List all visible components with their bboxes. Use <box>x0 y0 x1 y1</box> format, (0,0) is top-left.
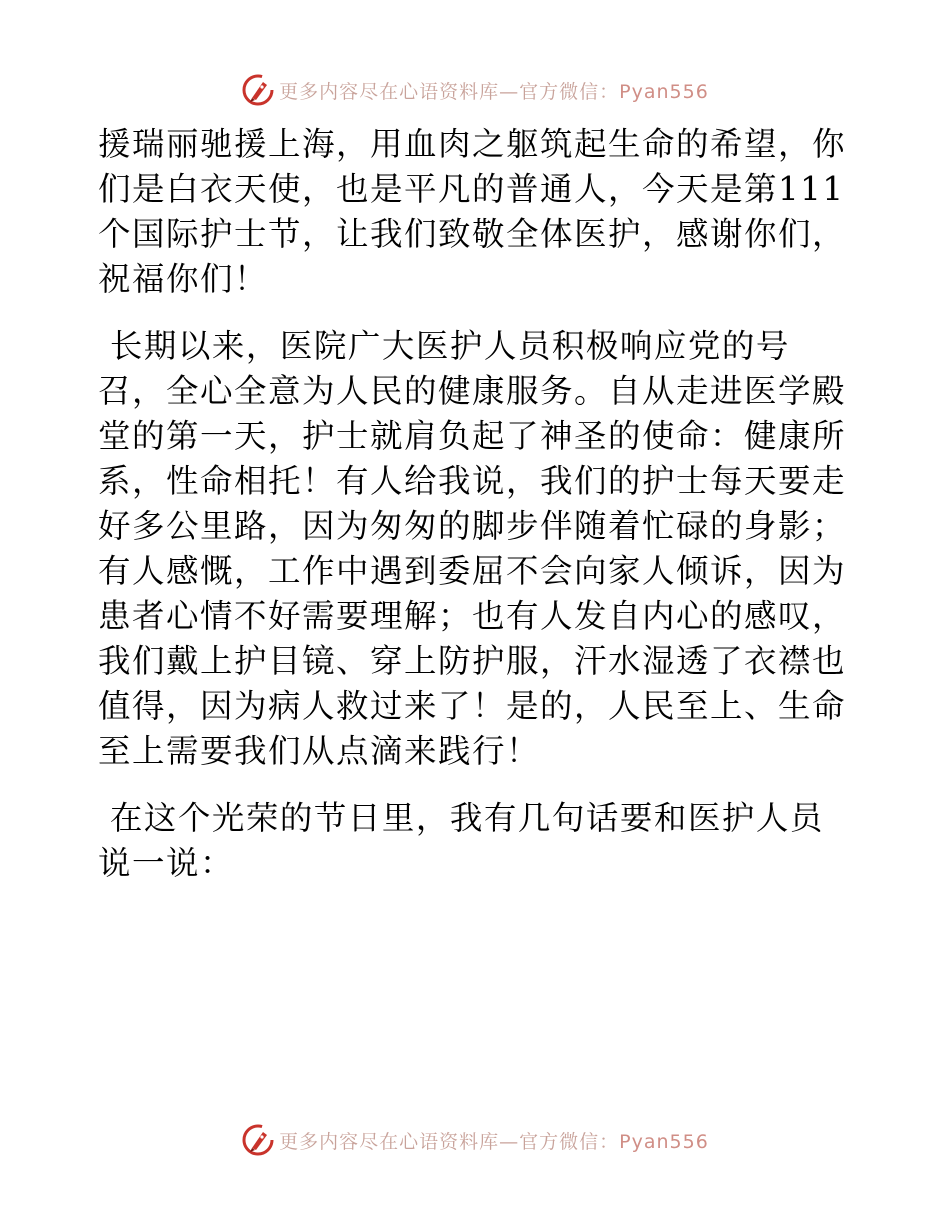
text-line: 堂的第一天，护士就肩负起了神圣的使命：健康所 <box>98 417 847 455</box>
text-line: 我们戴上护目镜、穿上防护服，汗水湿透了衣襟也 <box>98 642 847 680</box>
body-text <box>98 122 850 886</box>
text-line: 至上需要我们从点滴来践行！ <box>98 732 541 770</box>
footer-watermark <box>0 1120 950 1160</box>
pen-nib-logo-icon <box>241 73 275 107</box>
header-watermark <box>0 70 950 110</box>
paragraph-2 <box>98 324 850 774</box>
pen-nib-logo-icon <box>241 1123 275 1157</box>
paragraph-spacer <box>98 302 850 324</box>
wechat-id: Pyan556 <box>619 80 709 103</box>
paragraph-3 <box>98 796 850 886</box>
text-line: 援瑞丽驰援上海，用血肉之躯筑起生命的希望，你 <box>98 125 847 163</box>
paragraph-spacer <box>98 774 850 796</box>
watermark-text: 更多内容尽在心语资料库—官方微信：Pyan556 <box>279 80 709 103</box>
text-line: 祝福你们！ <box>98 260 269 298</box>
watermark-text: 更多内容尽在心语资料库—官方微信：Pyan556 <box>279 1130 709 1153</box>
text-line: 有人感慨，工作中遇到委屈不会向家人倾诉，因为 <box>98 552 847 590</box>
text-line: 在这个光荣的节日里，我有几句话要和医护人员 <box>98 799 824 837</box>
text-line: 召，全心全意为人民的健康服务。自从走进医学殿 <box>98 372 847 410</box>
text-line: 说一说： <box>98 844 235 882</box>
paragraph-1 <box>98 122 850 302</box>
text-line: 们是白衣天使，也是平凡的普通人，今天是第111 <box>98 170 845 208</box>
text-line: 个国际护士节，让我们致敬全体医护，感谢你们， <box>98 215 847 253</box>
text-line: 值得，因为病人救过来了！是的，人民至上、生命 <box>98 687 847 725</box>
text-line: 好多公里路，因为匆匆的脚步伴随着忙碌的身影； <box>98 507 847 545</box>
text-line: 患者心情不好需要理解；也有人发自内心的感叹， <box>98 597 847 635</box>
text-line: 长期以来，医院广大医护人员积极响应党的号 <box>98 327 790 365</box>
wechat-id: Pyan556 <box>619 1130 709 1153</box>
text-line: 系，性命相托！有人给我说，我们的护士每天要走 <box>98 462 847 500</box>
